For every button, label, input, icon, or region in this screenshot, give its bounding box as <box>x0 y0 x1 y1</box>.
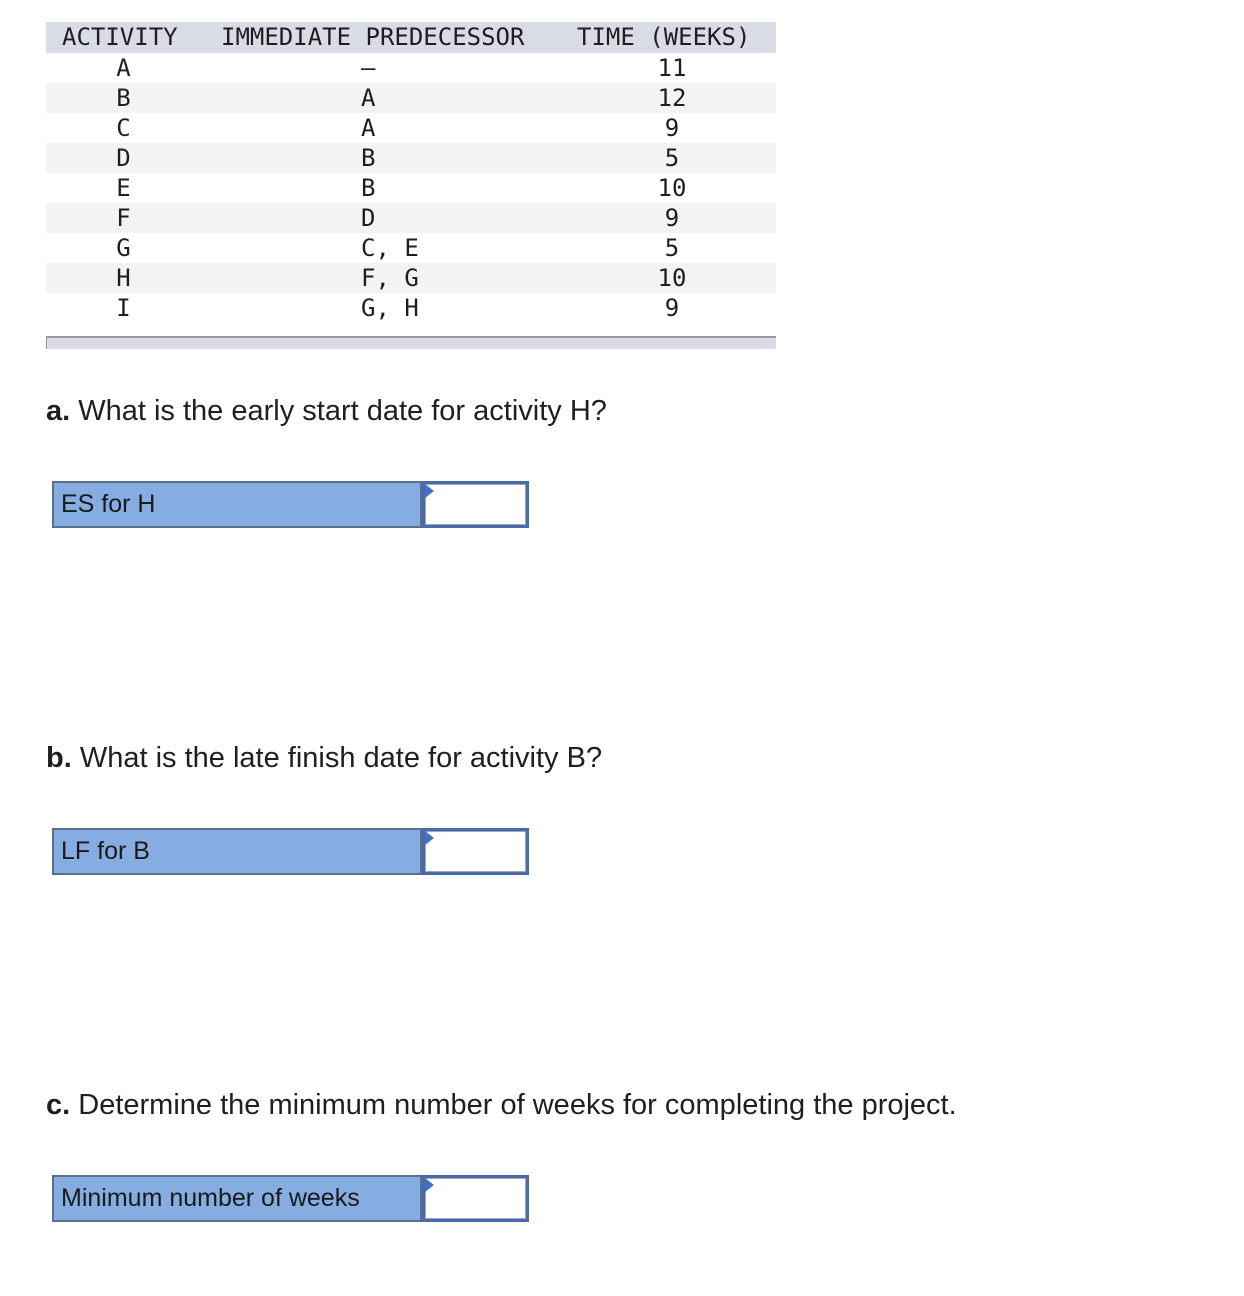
cell-activity: I <box>116 294 131 322</box>
cell-predecessor: — <box>361 54 376 82</box>
minimum-weeks-label: Minimum number of weeks <box>52 1175 422 1222</box>
question-b <box>46 742 602 775</box>
cell-predecessor: A <box>361 114 376 142</box>
lf-for-b-input-wrap[interactable] <box>422 828 529 875</box>
cell-activity: C <box>116 114 131 142</box>
question-a-prefix: a. <box>46 395 71 427</box>
question-b-text: What is the late finish date for activity B? <box>71 742 603 774</box>
cell-time: 9 <box>664 204 680 232</box>
cell-predecessor: F, G <box>361 264 419 292</box>
answer-row-es-for-h <box>52 481 529 528</box>
cell-predecessor: C, E <box>361 234 419 262</box>
cell-time: 10 <box>657 174 687 202</box>
table-row <box>46 143 776 173</box>
corner-marker-icon <box>425 831 434 845</box>
question-c-prefix: c. <box>46 1089 71 1121</box>
cell-time: 5 <box>664 144 680 172</box>
table-row <box>46 293 776 323</box>
answer-row-lf-for-b <box>52 828 529 875</box>
table-row <box>46 173 776 203</box>
header-time-weeks: TIME (WEEKS) <box>577 23 751 51</box>
cell-time: 12 <box>657 84 687 112</box>
question-b-prefix: b. <box>46 742 72 774</box>
table-row <box>46 83 776 113</box>
cell-activity: E <box>116 174 131 202</box>
cell-activity: B <box>116 84 131 112</box>
table-row <box>46 53 776 83</box>
cell-predecessor: B <box>361 174 376 202</box>
question-a-text: What is the early start date for activity H? <box>70 395 607 427</box>
table-footer <box>46 336 776 349</box>
es-for-h-input-wrap[interactable] <box>422 481 529 528</box>
question-c-text: Determine the minimum number of weeks for completing the project. <box>70 1089 957 1121</box>
question-a <box>46 395 607 428</box>
minimum-weeks-input-wrap[interactable] <box>422 1175 529 1222</box>
answer-row-minimum-weeks <box>52 1175 529 1222</box>
lf-for-b-label: LF for B <box>52 828 422 875</box>
table-row <box>46 203 776 233</box>
cell-time: 10 <box>657 264 687 292</box>
corner-marker-icon <box>425 484 434 498</box>
table-body <box>46 53 776 323</box>
cell-activity: F <box>116 204 131 232</box>
cell-time: 9 <box>664 294 680 322</box>
cell-predecessor: D <box>361 204 376 232</box>
question-c <box>46 1089 957 1122</box>
cell-predecessor: A <box>361 84 376 112</box>
cell-time: 5 <box>664 234 680 262</box>
cell-predecessor: G, H <box>361 294 419 322</box>
cell-activity: H <box>116 264 131 292</box>
cell-activity: A <box>116 54 131 82</box>
table-header <box>46 22 776 53</box>
table-row <box>46 233 776 263</box>
header-immediate-predecessor: IMMEDIATE PREDECESSOR <box>221 23 525 51</box>
es-for-h-input[interactable] <box>425 484 526 525</box>
table-row <box>46 263 776 293</box>
corner-marker-icon <box>425 1178 434 1192</box>
es-for-h-label: ES for H <box>52 481 422 528</box>
cell-predecessor: B <box>361 144 376 172</box>
header-activity: ACTIVITY <box>62 23 178 51</box>
lf-for-b-input[interactable] <box>425 831 526 872</box>
cell-time: 9 <box>664 114 680 142</box>
minimum-weeks-input[interactable] <box>425 1178 526 1219</box>
cell-activity: D <box>116 144 131 172</box>
activity-table <box>46 22 776 323</box>
cell-time: 11 <box>657 54 687 82</box>
table-row <box>46 113 776 143</box>
cell-activity: G <box>116 234 131 262</box>
